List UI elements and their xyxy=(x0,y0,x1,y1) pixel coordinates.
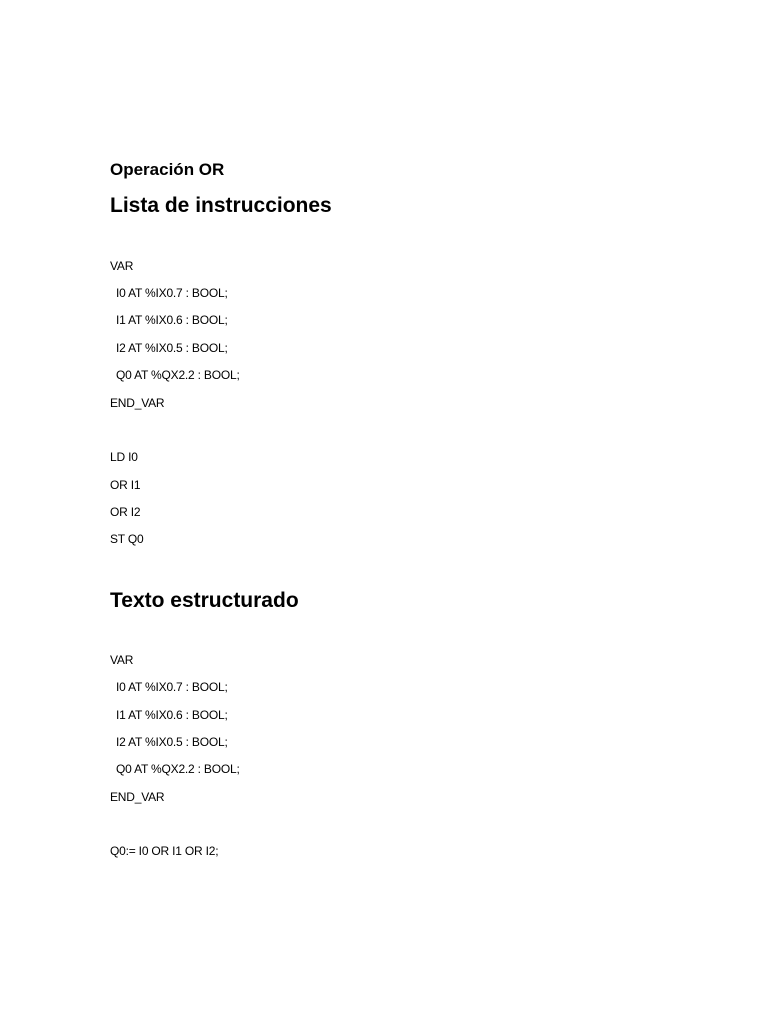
code-line: OR I1 xyxy=(110,478,141,492)
code-line: Q0:= I0 OR I1 OR I2; xyxy=(110,844,219,858)
code-line: I0 AT %IX0.7 : BOOL; xyxy=(116,286,228,300)
document-title: Operación OR xyxy=(110,160,225,179)
code-line: VAR xyxy=(110,259,134,273)
code-line: I1 AT %IX0.6 : BOOL; xyxy=(116,708,228,722)
code-line: I1 AT %IX0.6 : BOOL; xyxy=(116,313,228,327)
code-line: LD I0 xyxy=(110,450,138,464)
code-line: END_VAR xyxy=(110,396,165,410)
code-line: OR I2 xyxy=(110,505,141,519)
section-heading-structured-text: Texto estructurado xyxy=(110,589,299,612)
code-line: I0 AT %IX0.7 : BOOL; xyxy=(116,680,228,694)
code-line: I2 AT %IX0.5 : BOOL; xyxy=(116,341,228,355)
section-heading-instruction-list: Lista de instrucciones xyxy=(110,194,332,217)
code-line: ST Q0 xyxy=(110,532,144,546)
code-line: Q0 AT %QX2.2 : BOOL; xyxy=(116,762,240,776)
code-line: VAR xyxy=(110,653,134,667)
code-line: Q0 AT %QX2.2 : BOOL; xyxy=(116,368,240,382)
code-line: I2 AT %IX0.5 : BOOL; xyxy=(116,735,228,749)
code-line: END_VAR xyxy=(110,790,165,804)
